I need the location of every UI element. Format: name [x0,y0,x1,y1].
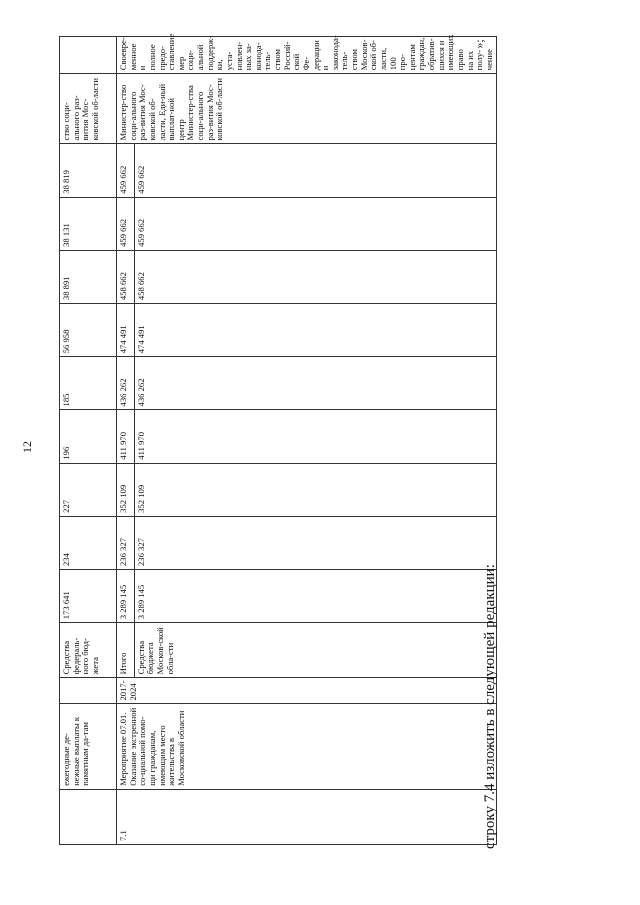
cell-2018: 227 [60,463,117,516]
cell-2019: 196 [60,410,117,463]
cell-2019: 411 970 [134,410,497,463]
cell-name: Мероприятие 07.01. Оказание экстренной со-циальной помо-щи гражданам, имеющим место жительства в Московской области [117,704,497,789]
cell-2024: 38 819 [60,144,117,197]
cell-2019: 411 970 [117,410,135,463]
cell-2023: 38 131 [60,197,117,250]
cell-period: 2017-2024 [117,678,497,704]
cell-2018: 352 109 [117,463,135,516]
cell-source: Итого [117,623,135,678]
table-row [117,37,135,845]
closing-quote: »; [472,39,486,49]
cell-result: Своевре-менное и полное предо-ставление мер соци-альной поддерж-ки, уста-новлен-ных за-конода-тель-ством Россий-ской Фе-дерации и законода-тель-ством Москов-ской об-ласти, 100 про-центам граждан, обратив-шихся и имеющих право на их полу-чение [117,37,497,74]
cell-period [60,678,117,704]
cell-2017: 234 [60,516,117,569]
cell-total: 3 289 145 [117,570,135,623]
cell-executor: Министер-ство соци-ального раз-вития Мос-ковской об-ласти, Еди-ный выплат-ной центр Министер-ства соци-ального раз-вития Мос-ковской об-ласти [117,74,497,144]
cell-2021: 56 958 [60,304,117,357]
cell-2018: 352 109 [134,463,497,516]
cell-name: ежегодные де-нежные выплаты к памятным да-там [60,704,117,789]
cell-num: 7.1 [117,789,497,844]
table-row [60,37,117,845]
cell-2021: 474 491 [117,304,135,357]
cell-executor: ство соци-ального раз-вития Мос-ковской об-ласти [60,74,117,144]
cell-source: Средства федераль-ного бюд-жета [60,623,117,678]
budget-table [59,33,497,845]
cell-2024: 459 662 [117,144,135,197]
cell-2020: 436 262 [134,357,497,410]
cell-2022: 458 662 [134,250,497,303]
cell-2020: 436 262 [117,357,135,410]
instruction-text: строку 7.4 изложить в следующей редакции: [482,564,498,849]
cell-2023: 459 662 [117,197,135,250]
cell-total: 173 641 [60,570,117,623]
cell-2017: 236 327 [134,516,497,569]
cell-2017: 236 327 [117,516,135,569]
cell-total: 3 289 145 [134,570,497,623]
cell-result [60,37,117,74]
cell-2022: 38 891 [60,250,117,303]
cell-2020: 185 [60,357,117,410]
cell-2021: 474 491 [134,304,497,357]
cell-source: Средства бюджета Москов-ской обла-сти [134,623,497,678]
page-number: 12 [20,441,34,453]
cell-2022: 458 662 [117,250,135,303]
cell-2023: 459 662 [134,197,497,250]
cell-2024: 459 662 [134,144,497,197]
cell-num [60,789,117,844]
